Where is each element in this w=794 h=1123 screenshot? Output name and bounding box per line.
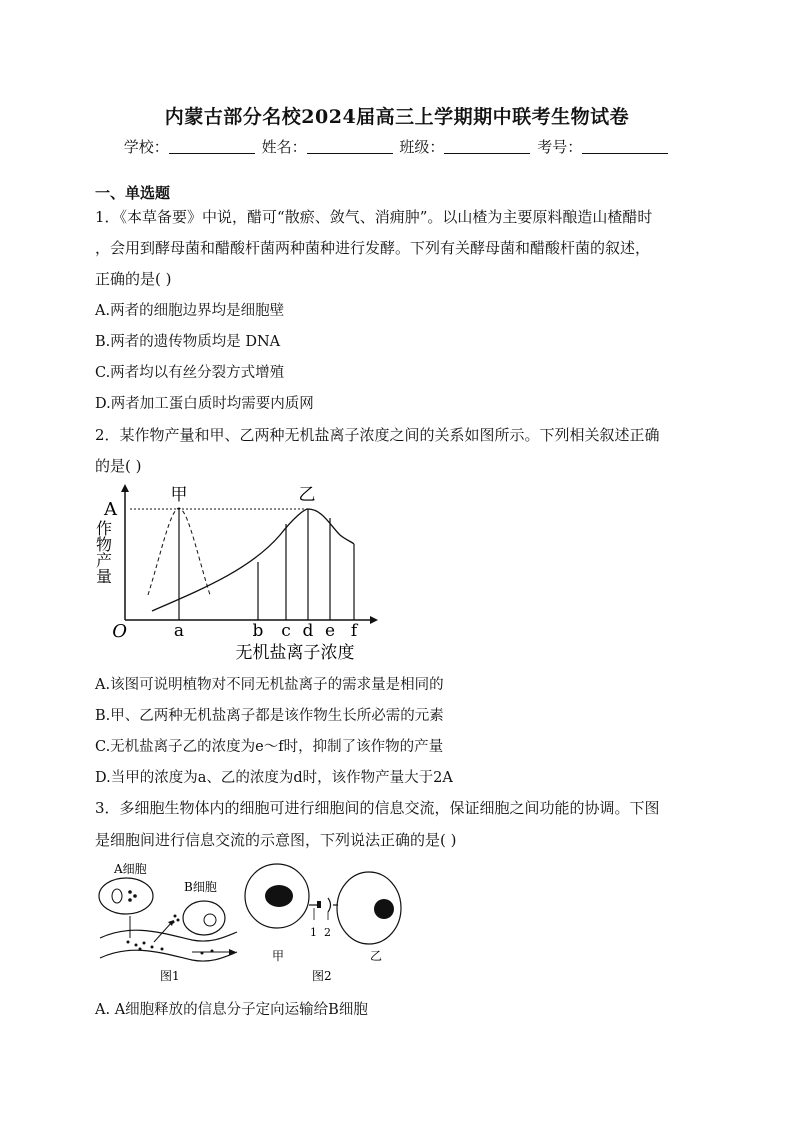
q3-stem-line-2: 是细胞间进行信息交流的示意图，下列说法正确的是( ) xyxy=(95,831,457,849)
page-title: 内蒙古部分名校2024届高三上学期期中联考生物试卷 xyxy=(164,106,630,128)
fig2-yi-label: 乙 xyxy=(370,949,383,963)
x-tick-d: d xyxy=(302,621,314,641)
cell-b-nucleus xyxy=(204,914,216,926)
fig2-label: 图2 xyxy=(312,969,332,983)
q1-stem-line-3: 正确的是( ) xyxy=(95,270,172,288)
q1-option-c: C.两者均以有丝分裂方式增殖 xyxy=(95,365,285,381)
q2-option-c: C.无机盐离子乙的浓度为e～f时，抑制了该作物的产量 xyxy=(95,739,444,755)
school-blank[interactable] xyxy=(169,139,255,154)
cell-jia-nucleus xyxy=(265,885,293,907)
section-title: 一、单选题 xyxy=(95,184,171,202)
q1-option-a: A.两者的细胞边界均是细胞壁 xyxy=(95,303,285,319)
name-label: 姓名： xyxy=(261,138,307,156)
exam-no-blank[interactable] xyxy=(582,139,668,154)
fig1-label: 图1 xyxy=(160,969,180,983)
cell-b-label: B细胞 xyxy=(184,880,217,894)
y-axis-arrow xyxy=(121,484,129,492)
class-blank[interactable] xyxy=(444,139,530,154)
x-axis-arrow xyxy=(370,616,378,624)
cell-yi-nucleus xyxy=(374,899,394,919)
q2-option-b: B.甲、乙两种无机盐离子都是该作物生长所必需的元素 xyxy=(95,708,444,724)
q3-figure xyxy=(92,858,412,988)
cell-a-label: A细胞 xyxy=(114,862,147,876)
x-tick-b: b xyxy=(252,621,264,641)
x-tick-e: e xyxy=(324,621,336,641)
q2-option-a: A.该图可说明植物对不同无机盐离子的需求量是相同的 xyxy=(95,677,444,693)
cell-a xyxy=(99,878,153,914)
yi-label: 乙 xyxy=(298,485,316,505)
num-1-label: 1 xyxy=(310,926,317,939)
num-2-label: 2 xyxy=(324,926,331,939)
origin-label: O xyxy=(112,621,127,642)
x-tick-a: a xyxy=(173,621,185,641)
exam-no-label: 考号： xyxy=(537,138,583,156)
q1-option-d: D.两者加工蛋白质时均需要内质网 xyxy=(95,396,314,412)
jia-label: 甲 xyxy=(170,485,188,505)
q1-option-b: B.两者的遗传物质均是 DNA xyxy=(95,334,281,350)
student-info-row xyxy=(0,136,794,157)
q1-stem-line-1: 1．《本草备要》中说，醋可“散瘀、敛气、消痈肿”。以山楂为主要原料酿造山楂醋时 xyxy=(95,208,653,226)
y-axis-label: 作物产量 xyxy=(93,520,113,584)
q2-figure xyxy=(90,480,400,665)
q1-stem-line-2: ，会用到酵母菌和醋酸杆菌两种菌种进行发酵。下列有关酵母菌和醋酸杆菌的叙述， xyxy=(95,239,651,257)
x-tick-f: f xyxy=(350,621,358,641)
cell-a-nucleus xyxy=(112,889,122,903)
a-tick-label: A xyxy=(104,499,117,520)
name-blank[interactable] xyxy=(307,139,393,154)
fig2-jia-label: 甲 xyxy=(272,949,285,963)
q2-stem-line-2: 的是( ) xyxy=(95,457,142,475)
q3-stem-line-1: 3．多细胞生物体内的细胞可进行细胞间的信息交流，保证细胞之间功能的协调。下图 xyxy=(95,799,660,817)
x-axis-label: 无机盐离子浓度 xyxy=(235,643,355,663)
class-label: 班级： xyxy=(399,138,445,156)
x-tick-c: c xyxy=(281,621,291,641)
yi-curve xyxy=(152,509,354,611)
q2-stem-line-1: 2．某作物产量和甲、乙两种无机盐离子浓度之间的关系如图所示。下列相关叙述正确 xyxy=(95,426,660,444)
q2-option-d: D.当甲的浓度为a、乙的浓度为d时，该作物产量大于2A xyxy=(95,770,453,786)
school-label: 学校： xyxy=(123,138,169,156)
q3-option-a: A. A细胞释放的信息分子定向运输给B细胞 xyxy=(95,1002,368,1018)
